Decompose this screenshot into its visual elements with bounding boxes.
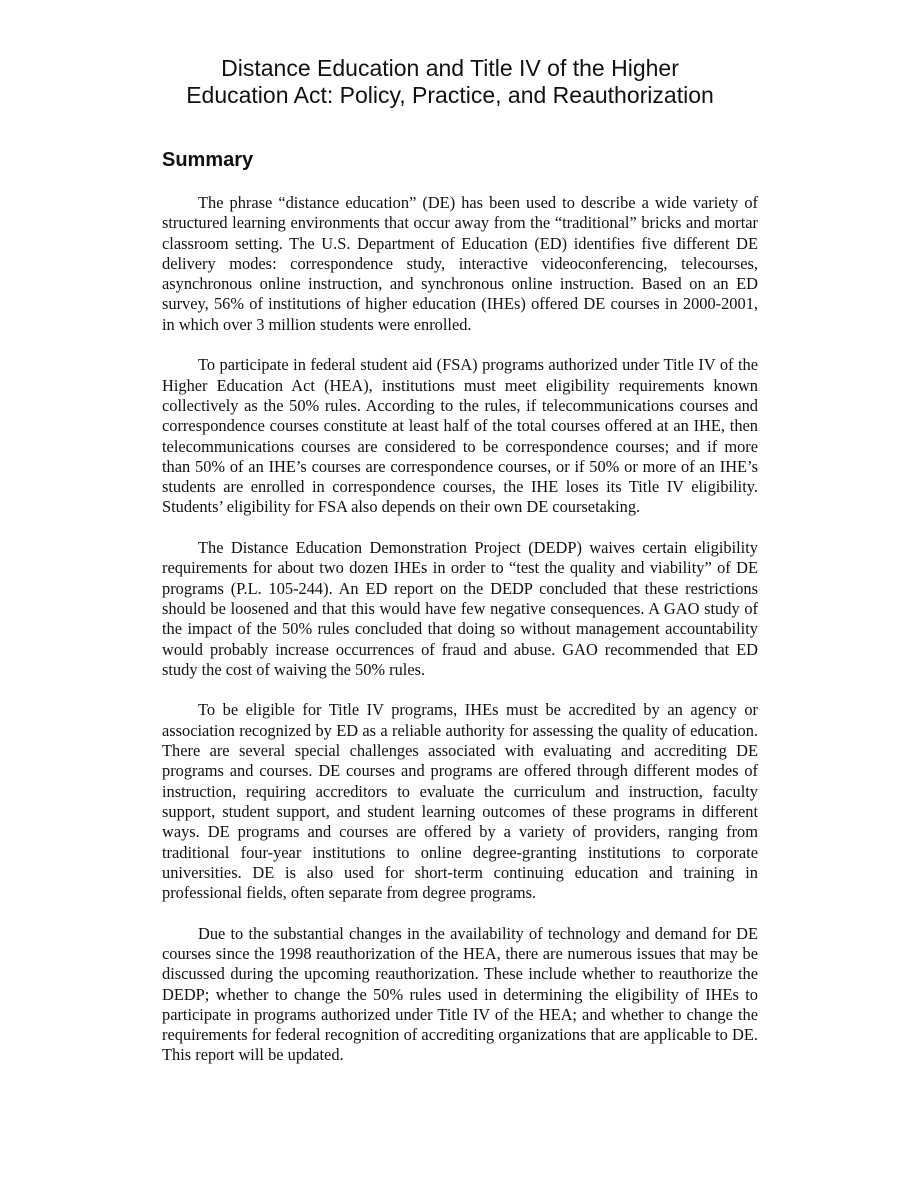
summary-paragraph-5: Due to the substantial changes in the availability of technology and demand for DE courses since the 1998 reauthorization of the HEA, there are numerous issues that may be discussed during the upcoming reauthorization. These include whether to reauthorize the DEDP; whether to change the 50% rules used in determining the eligibility of IHEs to participate in programs authorized under Title IV of the HEA; and whether to change the requirements for federal recognition of accrediting organizations that are applicable to DE. This report will be updated. [162, 923, 758, 1065]
summary-paragraph-3: The Distance Education Demonstration Project (DEDP) waives certain eligibility requirements for about two dozen IHEs in order to “test the quality and viability” of DE programs (P.L. 105-244). An ED report on the DEDP concluded that these restrictions should be loosened and that this would have few negative consequences. A GAO study of the impact of the 50% rules concluded that doing so without management accountability would probably increase occurrences of fraud and abuse. GAO recommended that ED study the cost of waiving the 50% rules. [162, 538, 758, 679]
document-title-line-2: Education Act: Policy, Practice, and Reauthorization [186, 82, 714, 108]
document-title-line-1: Distance Education and Title IV of the Higher [221, 55, 679, 81]
summary-heading: Summary [162, 149, 254, 171]
document-title [140, 55, 760, 109]
summary-paragraph-4: To be eligible for Title IV programs, IHEs must be accredited by an agency or association recognized by ED as a reliable authority for assessing the quality of education. There are several special challenges associated with evaluating and accrediting DE programs and courses. DE courses and programs are offered through different modes of instruction, requiring accreditors to evaluate the curriculum and instruction, faculty support, student support, and student learning outcomes of these programs in different ways. DE programs and courses are offered by a variety of providers, ranging from traditional four-year institutions to online degree-granting institutions to corporate universities. DE is also used for short-term continuing education and training in professional fields, often separate from degree programs. [162, 700, 758, 903]
summary-paragraph-2: To participate in federal student aid (FSA) programs authorized under Title IV of the Higher Education Act (HEA), institutions must meet eligibility requirements known collectively as the 50% rules. According to the rules, if telecommunications courses and correspondence courses constitute at least half of the total courses offered at an IHE, then telecommunications courses are considered to be correspondence courses; and if more than 50% of an IHE’s courses are correspondence courses, or if 50% or more of an IHE’s students are enrolled in correspondence courses, the IHE loses its Title IV eligibility. Students’ eligibility for FSA also depends on their own DE coursetaking. [162, 355, 758, 517]
summary-body [162, 193, 758, 1086]
summary-paragraph-1: The phrase “distance education” (DE) has been used to describe a wide variety of structured learning environments that occur away from the “traditional” bricks and mortar classroom setting. The U.S. Department of Education (ED) identifies five different DE delivery modes: correspondence study, interactive videoconferencing, telecourses, asynchronous online instruction, and synchronous online instruction. Based on an ED survey, 56% of institutions of higher education (IHEs) offered DE courses in 2000-2001, in which over 3 million students were enrolled. [162, 193, 758, 334]
